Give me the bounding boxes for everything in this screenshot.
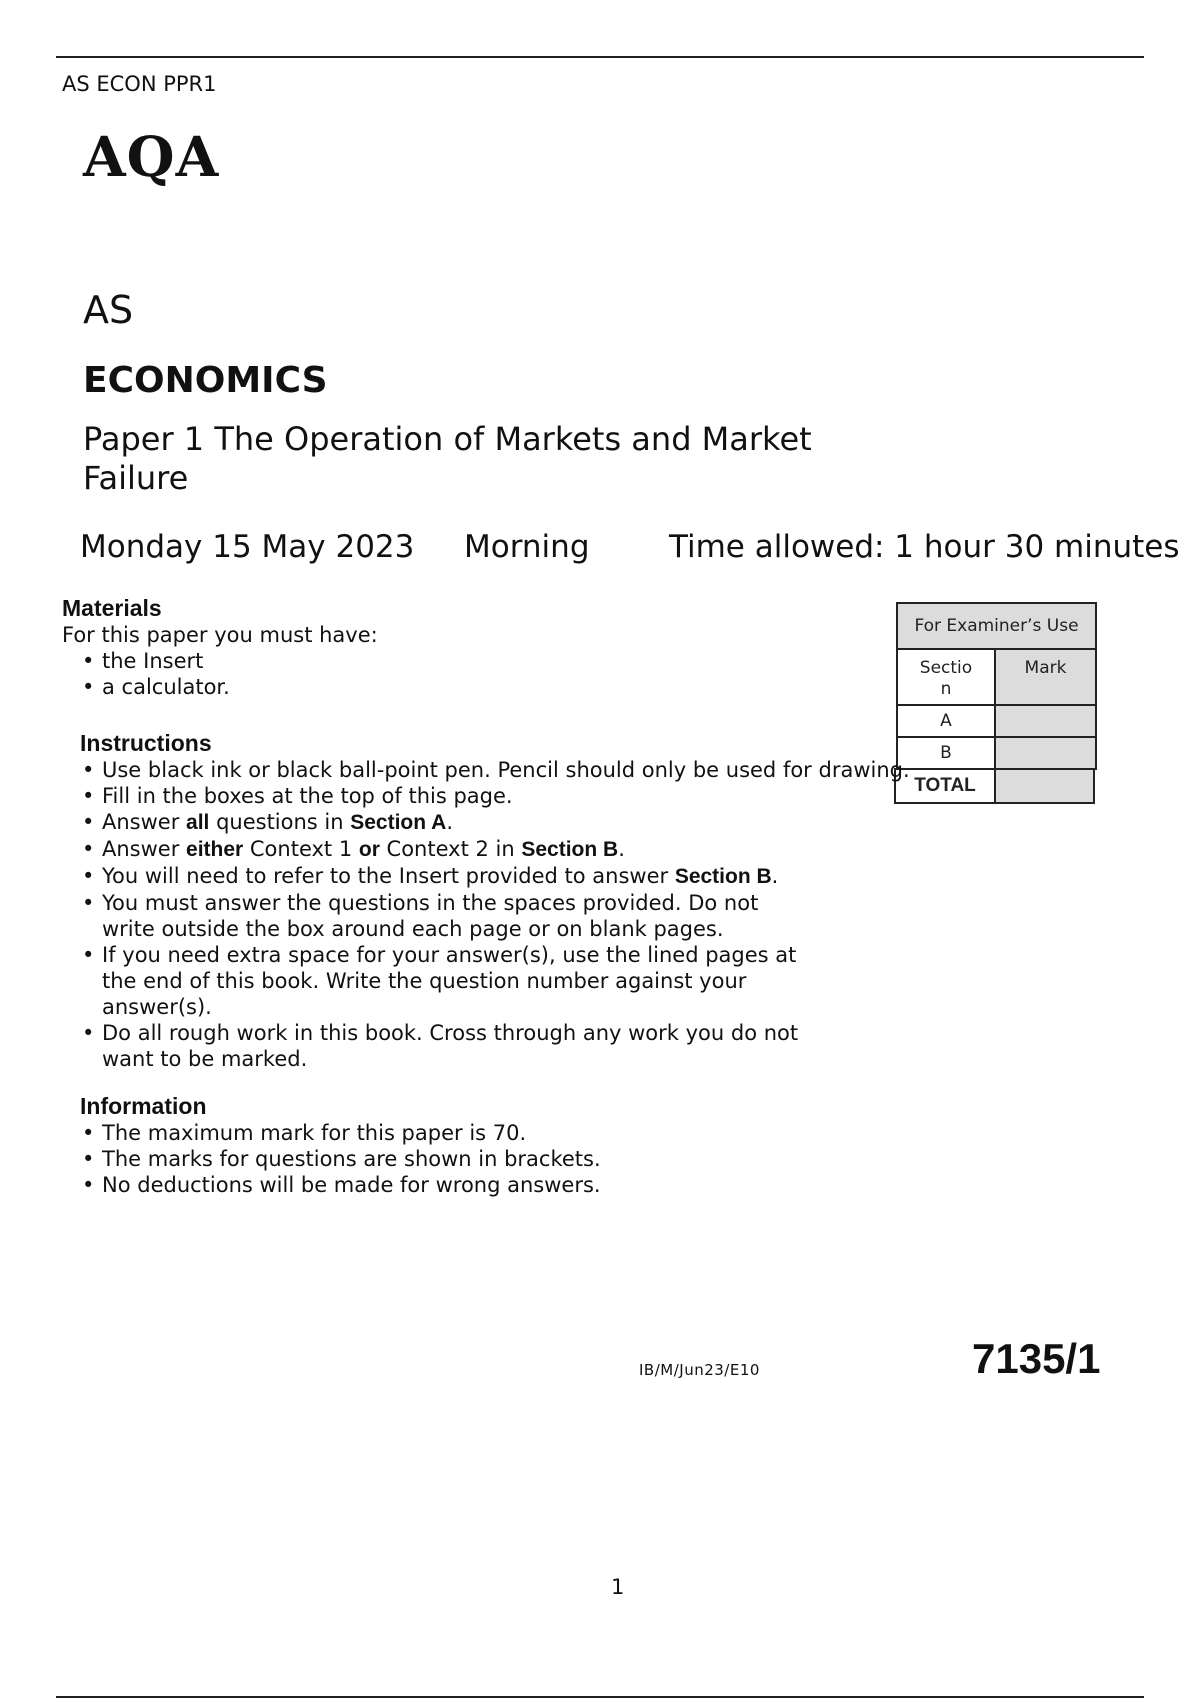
instructions-heading: Instructions <box>80 730 212 756</box>
information-heading: Information <box>80 1093 207 1119</box>
examiner-table-heading: For Examiner’s Use <box>896 602 1097 650</box>
exam-details <box>80 529 1190 565</box>
exam-session: Morning <box>464 529 590 565</box>
section-b-mark-box <box>994 736 1097 770</box>
information-section <box>80 1093 860 1198</box>
header-code: AS ECON PPR1 <box>62 72 217 96</box>
list-item: • Answer all questions in Section A. <box>62 809 870 836</box>
page-number: 1 <box>611 1575 625 1599</box>
materials-section <box>62 595 842 700</box>
section-column-header: Sectio n <box>896 648 996 706</box>
list-item: • Fill in the boxes at the top of this page. <box>62 783 870 809</box>
bottom-rule <box>56 1696 1144 1698</box>
list-item: • No deductions will be made for wrong answers. <box>62 1172 860 1198</box>
total-label: TOTAL <box>894 768 996 804</box>
instructions-section <box>80 730 910 1072</box>
materials-heading: Materials <box>62 595 162 621</box>
list-item: • If you need extra space for your answer(s), use the lined pages at the end of this book. Write the question number against your answer(s). <box>62 942 822 1020</box>
list-item: • You will need to refer to the Insert provided to answer Section B. <box>62 863 870 890</box>
list-item: • a calculator. <box>62 674 842 700</box>
mark-column-header: Mark <box>994 648 1097 706</box>
paper-code: 7135/1 <box>972 1335 1101 1382</box>
qualification-level: AS <box>83 288 134 332</box>
document-reference: IB/M/Jun23/E10 <box>639 1361 760 1379</box>
list-item: • The maximum mark for this paper is 70. <box>62 1120 860 1146</box>
subject-title: ECONOMICS <box>83 360 328 401</box>
information-list <box>80 1120 860 1198</box>
section-a-label: A <box>896 704 996 738</box>
section-a-mark-box <box>994 704 1097 738</box>
list-item: • The marks for questions are shown in brackets. <box>62 1146 860 1172</box>
aqa-logo: AQA <box>83 124 220 189</box>
list-item: • Use black ink or black ball-point pen. Pencil should only be used for drawing. <box>62 757 870 783</box>
list-item: • Answer either Context 1 or Context 2 in Section B. <box>62 836 870 863</box>
top-rule <box>56 56 1144 58</box>
list-item: • Do all rough work in this book. Cross through any work you do not want to be marked. <box>62 1020 842 1072</box>
section-b-label: B <box>896 736 996 770</box>
list-item: • You must answer the questions in the spaces provided. Do not write outside the box around each page or on blank pages. <box>62 890 812 942</box>
paper-title: Paper 1 The Operation of Markets and Market Failure <box>83 420 812 497</box>
materials-intro: For this paper you must have: <box>62 623 378 647</box>
exam-date: Monday 15 May 2023 <box>80 529 415 565</box>
total-mark-box <box>994 768 1095 804</box>
list-item: • the Insert <box>62 648 842 674</box>
instructions-list <box>80 757 910 1072</box>
time-allowed: Time allowed: 1 hour 30 minutes <box>669 529 1180 565</box>
materials-list <box>62 648 842 700</box>
